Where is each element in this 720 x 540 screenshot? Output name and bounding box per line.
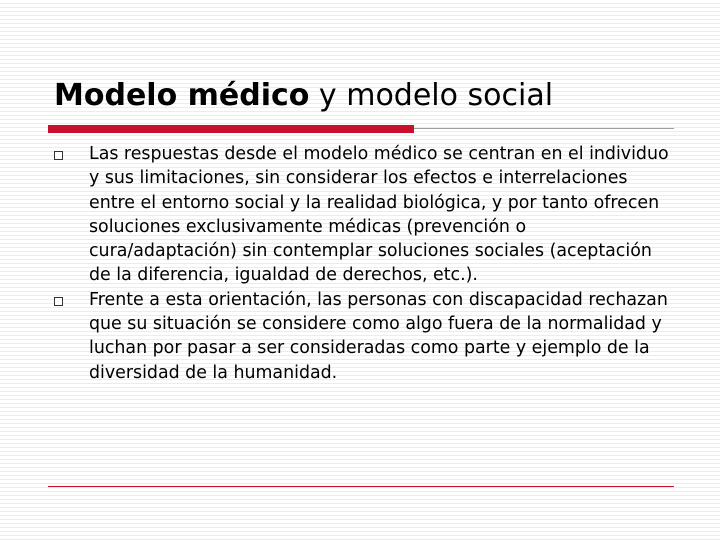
bullet-text: Las respuestas desde el modelo médico se centran en el individuo y sus limitaciones, sin considerar los efectos e interrelaciones entre el entorno social y la realidad biológica, y por tanto ofrecen soluciones exclusivamente médicas (prevención o cura/adaptación) sin contemplar soluciones sociales (aceptación de la diferencia, igualdad de derechos, etc.). [89,144,669,286]
square-bullet-icon [54,297,63,306]
bullet-item [48,142,674,288]
title-underline-rule [414,128,674,129]
bullet-text: Frente a esta orientación, las personas con discapacidad rechazan que su situación se considere como algo fuera de la normalidad y luchan por pasar a ser consideradas como parte y ejemplo de la diversidad de la humanidad. [89,289,668,383]
bullet-list [48,142,674,385]
slide-title [54,76,694,116]
slide-title-rest: y modelo social [309,78,554,113]
bullet-item [48,288,674,385]
slide-title-bold: Modelo médico [54,78,310,113]
title-underline-accent [48,125,414,133]
square-bullet-icon [54,151,63,160]
footer-rule [48,486,674,487]
